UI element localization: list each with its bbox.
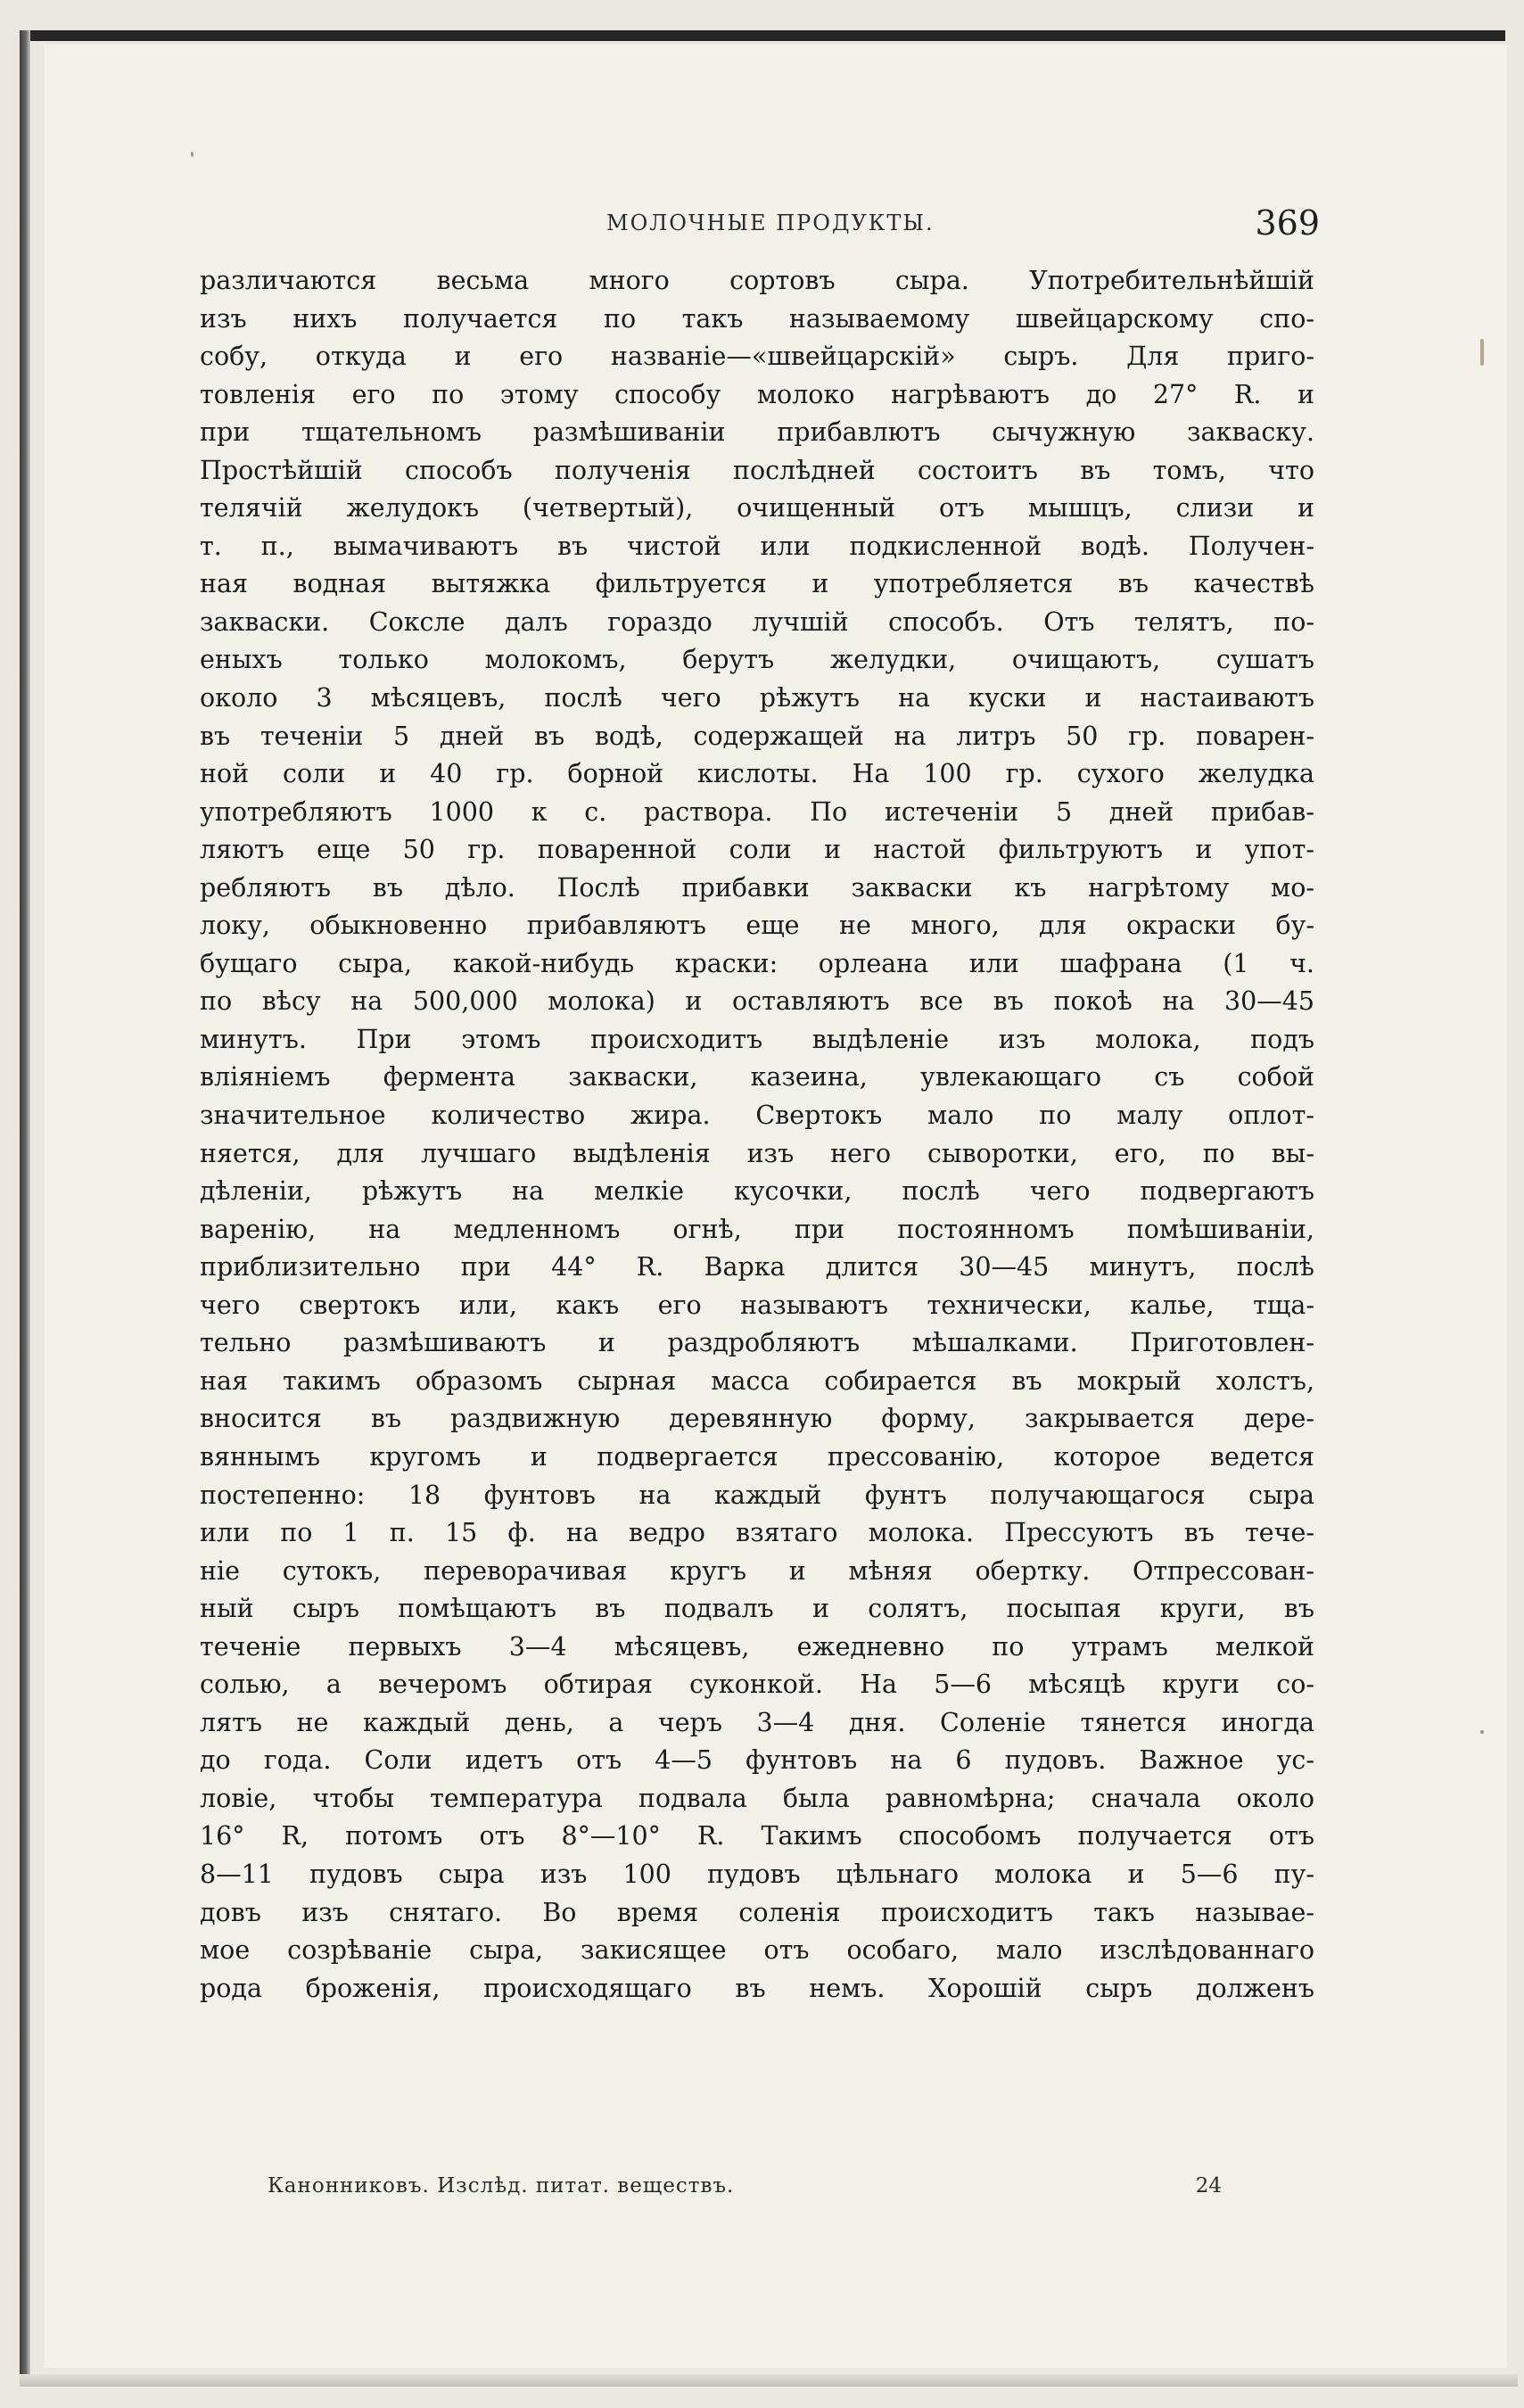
text-line: варенію, на медленномъ огнѣ, при постоянномъ помѣшиваніи,	[200, 1214, 1314, 1244]
text-line: ребляютъ въ дѣло. Послѣ прибавки закваски къ нагрѣтому мо-	[200, 872, 1314, 903]
text-line: чего свертокъ или, какъ его называютъ технически, калье, тща-	[200, 1290, 1314, 1320]
text-line: изъ нихъ получается по такъ называемому швейцарскому спо-	[200, 303, 1314, 334]
text-line: ляютъ еще 50 гр. поваренной соли и настой фильтруютъ и упот-	[200, 835, 1314, 865]
paper-speck	[191, 152, 194, 157]
text-line: въ теченіи 5 дней въ водѣ, содержащей на литръ 50 гр. поварен-	[200, 721, 1314, 751]
page-number: 369	[1255, 203, 1320, 243]
text-line: няется, для лучшаго выдѣленія изъ него сыворотки, его, по вы-	[200, 1138, 1314, 1168]
text-line: локу, обыкновенно прибавляютъ еще не много, для окраски бу-	[200, 911, 1314, 941]
text-line: закваски. Сокcле далъ гораздо лучшій способъ. Отъ телятъ, по-	[200, 606, 1314, 637]
text-line: ной соли и 40 гр. борной кислоты. На 100 гр. сухого желудка	[200, 759, 1314, 789]
text-line: минутъ. При этомъ происходитъ выдѣленіе изъ молока, подъ	[200, 1024, 1314, 1054]
text-line: 16° R, потомъ отъ 8°—10° R. Такимъ способомъ получается отъ	[200, 1821, 1314, 1851]
text-line: теченіе первыхъ 3—4 мѣсяцевъ, ежедневно по утрамъ мелкой	[200, 1631, 1314, 1662]
text-line: приблизительно при 44° R. Варка длится 30—45 минутъ, послѣ	[200, 1252, 1314, 1282]
text-line: ніе сутокъ, переворачивая кругъ и мѣняя обертку. Отпрессован-	[200, 1555, 1314, 1586]
page-footer	[268, 2174, 1222, 2210]
text-line: собу, откуда и его названіе—«швейцарскій» сыръ. Для приго-	[200, 342, 1314, 372]
text-line: довъ изъ снятаго. Во время соленія происходитъ такъ называе-	[200, 1897, 1314, 1927]
text-line: ловіе, чтобы температура подвала была равномѣрна; сначала около	[200, 1783, 1314, 1813]
text-line: рода броженія, происходящаго въ немъ. Хорошій сыръ долженъ	[200, 1973, 1314, 2003]
text-line: значительное количество жира. Свертокъ мало по малу оплот-	[200, 1101, 1314, 1131]
text-line: ная водная вытяжка фильтруется и употребляется въ качествѣ	[200, 569, 1314, 599]
text-line: дѣленіи, рѣжутъ на мелкіе кусочки, послѣ чего подвергаютъ	[200, 1176, 1314, 1207]
text-line: или по 1 п. 15 ф. на ведро взятаго молока. Прессуютъ въ тече-	[200, 1518, 1314, 1548]
text-line: Простѣйшій способъ полученія послѣдней состоитъ въ томъ, что	[200, 455, 1314, 485]
text-line: вліяніемъ фермента закваски, казеина, увлекающаго съ собой	[200, 1062, 1314, 1093]
text-line: товленія его по этому способу молоко нагрѣваютъ до 27° R. и	[200, 379, 1314, 409]
text-line: телячій желудокъ (четвертый), очищенный отъ мышцъ, слизи и	[200, 493, 1314, 524]
text-line: постепенно: 18 фунтовъ на каждый фунтъ получающагося сыра	[200, 1480, 1314, 1510]
paper-speck	[1480, 1730, 1484, 1734]
text-line: тельно размѣшиваютъ и раздробляютъ мѣшалками. Приготовлен-	[200, 1328, 1314, 1358]
text-line: 8—11 пудовъ сыра изъ 100 пудовъ цѣльнаго молока и 5—6 пу-	[200, 1859, 1314, 1889]
text-line: ная такимъ образомъ сырная масса собирается въ мокрый холстъ,	[200, 1365, 1314, 1396]
text-line: при тщательномъ размѣшиваніи прибавлютъ сычужную закваску.	[200, 417, 1314, 448]
text-line: ный сыръ помѣщаютъ въ подвалъ и солятъ, посыпая круги, въ	[200, 1594, 1314, 1624]
signature-mark: 24	[1195, 2174, 1222, 2198]
text-line: т. п., вымачиваютъ въ чистой или подкисленной водѣ. Получен-	[200, 531, 1314, 561]
text-line: вносится въ раздвижную деревянную форму, закрывается дере-	[200, 1404, 1314, 1434]
scan-top-border	[25, 30, 1505, 41]
footer-signature: Канонниковъ. Изслѣд. питат. веществъ.	[268, 2174, 735, 2198]
text-line: употребляютъ 1000 к с. раствора. По истеченіи 5 дней прибав-	[200, 796, 1314, 827]
paper-stain	[1480, 339, 1484, 366]
running-title: МОЛОЧНЫЕ ПРОДУКТЫ.	[606, 210, 935, 235]
text-line: мое созрѣваніе сыра, закисящее отъ особаго, мало изслѣдованнаго	[200, 1935, 1314, 1966]
text-line: еныхъ только молокомъ, берутъ желудки, очищаютъ, сушатъ	[200, 645, 1314, 675]
scan-bottom-border	[20, 2374, 1518, 2387]
running-head	[196, 203, 1320, 250]
text-line: солью, а вечеромъ обтирая суконкой. На 5—6 мѣсяцѣ круги со-	[200, 1670, 1314, 1700]
text-line: до года. Соли идетъ отъ 4—5 фунтовъ на 6 пудовъ. Важное ус-	[200, 1745, 1314, 1776]
text-line: различаются весьма много сортовъ сыра. Употребительнѣйшій	[200, 266, 1314, 295]
body-text	[200, 262, 1314, 2008]
text-line: лятъ не каждый день, а черъ 3—4 дня. Соленіе тянется иногда	[200, 1707, 1314, 1737]
scan-left-border	[20, 30, 30, 2385]
text-line: около 3 мѣсяцевъ, послѣ чего рѣжутъ на куски и настаиваютъ	[200, 683, 1314, 713]
text-line: по вѣсу на 500,000 молока) и оставляютъ все въ покоѣ на 30—45	[200, 986, 1314, 1017]
text-line: вяннымъ кругомъ и подвергается прессованію, которое ведется	[200, 1441, 1314, 1472]
text-line: бущаго сыра, какой-нибудь краски: орлеана или шафрана (1 ч.	[200, 948, 1314, 978]
